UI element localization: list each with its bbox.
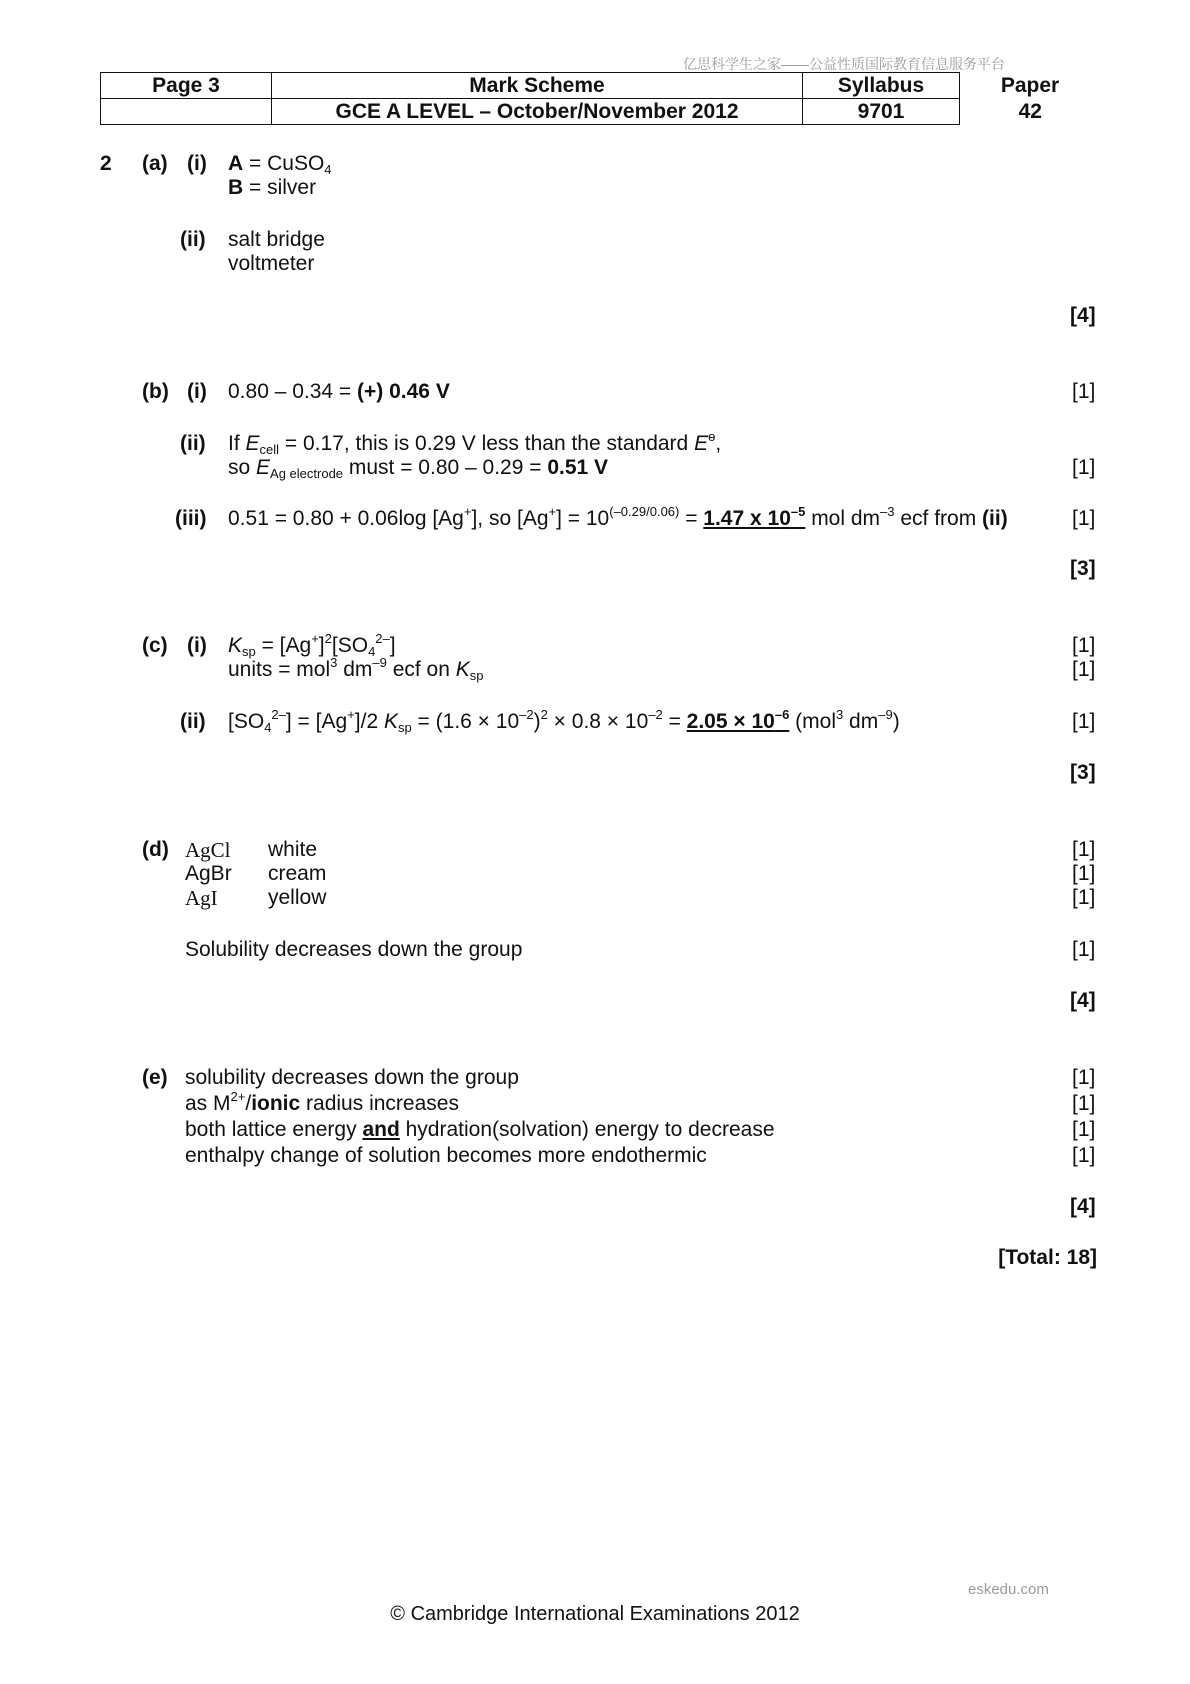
part-d-mark4: [1] [1072,938,1096,961]
part-c-i-line2: units = mol$^3$ $dm^{-9}$ ecf on $K_{sp}$ [228,655,484,683]
paper-number: 42 [1018,99,1042,123]
part-e-line3: both lattice energy and hydration(solvation) energy to decrease [185,1118,775,1141]
part-c-ii-text: $[SO_4^{2-}] = [Ag^+]/2$ $K_{sp} = (1.6 \times 10^{-2})^2 \times 0.8 \times 10^{-2} = 2.05 \times 10^{-6}$ (mol$^3$ $dm^{-9}$) [228,707,900,735]
part-d-mark2: [1] [1072,862,1096,885]
colour-yellow: yellow [268,886,327,909]
solubility-statement: Solubility decreases down the group [185,938,523,961]
page-label: Page 3 [101,73,272,99]
part-c-total: [3] [1070,761,1096,784]
part-e-total: [4] [1070,1195,1096,1218]
grand-total: [Total: 18] [998,1246,1097,1269]
part-d-label: (d) [142,838,169,861]
exam-title: GCE A LEVEL – October/November 2012 [272,99,803,125]
part-a-i-line2: B = silver [228,176,317,199]
syllabus-code: 9701 [803,99,960,125]
part-e-mark2: [1] [1072,1092,1096,1115]
part-a-i-label: (i) [187,152,207,175]
part-c-i-line1: $K_{sp} = [Ag^+]^2[SO_4^{2-}]$ [228,631,396,659]
compound-agcl: AgCl [185,838,231,862]
part-e-line2: as $M^{2+}$/ionic radius increases [185,1089,459,1115]
part-b-i-label: (i) [187,380,207,403]
watermark-top: 亿思科学生之家——公益性质国际教育信息服务平台 [683,56,1005,72]
part-b-ii-line1: If $E_{cell} = 0.17$, this is 0.29 V less than the standard $E^ө$, [228,429,722,457]
part-b-iii-mark: [1] [1072,507,1096,530]
paper-label: Paper [1000,73,1060,97]
watermark-bottom: eskedu.com [968,1581,1049,1598]
part-e-line4: enthalpy change of solution becomes more endothermic [185,1144,707,1167]
part-a-total: [4] [1070,304,1096,327]
part-b-label: (b) [142,380,169,403]
part-a-label: (a) [142,152,168,175]
syllabus-label: Syllabus [803,73,960,99]
part-e-line1: solubility decreases down the group [185,1066,519,1089]
part-c-i-mark2: [1] [1072,658,1096,681]
part-c-i-label: (i) [187,634,207,657]
part-b-ii-mark: [1] [1072,456,1096,479]
part-e-mark4: [1] [1072,1144,1096,1167]
part-e-mark3: [1] [1072,1118,1096,1141]
part-b-iii-label: (iii) [175,507,207,530]
part-a-ii-line1: salt bridge [228,228,325,251]
part-e-label: (e) [142,1066,168,1089]
part-b-total: [3] [1070,557,1096,580]
part-e-mark1: [1] [1072,1066,1096,1089]
colour-white: white [268,838,318,861]
part-d-mark3: [1] [1072,886,1096,909]
part-a-ii-label: (ii) [180,228,206,251]
part-c-i-mark1: [1] [1072,634,1096,657]
part-a-ii-line2: voltmeter [228,252,315,275]
empty-cell [101,99,272,125]
part-b-i-mark: [1] [1072,380,1096,403]
part-d-total: [4] [1070,989,1096,1012]
part-a-i-line1: A = CuSO$_4$ [228,152,332,177]
part-c-label: (c) [142,634,168,657]
compound-agbr: AgBr [185,862,232,885]
mark-scheme-label: Mark Scheme [272,73,803,99]
part-b-iii-text: 0.51 = 0.80 + 0.06log [Ag+], so $[Ag^+] = 10^{(-0.29/0.06)} = 1.47$ x $10^{-5}$ mol $dm^{-3}$ ecf from (ii) [228,504,1008,530]
part-d-mark1: [1] [1072,838,1096,861]
colour-cream: cream [268,862,327,885]
question-number: 2 [100,152,112,175]
part-c-ii-mark: [1] [1072,710,1096,733]
part-b-ii-line2: so $E_{Ag electrode}$ must = 0.80 – 0.29 = 0.51 V [228,456,609,481]
part-b-i-text: 0.80 – 0.34 = (+) 0.46 V [228,380,450,403]
header-table [100,72,1101,125]
footer-copyright: © Cambridge International Examinations 2012 [390,1603,800,1625]
part-c-ii-label: (ii) [180,710,206,733]
part-b-ii-label: (ii) [180,432,206,455]
compound-agi: AgI [185,886,218,910]
